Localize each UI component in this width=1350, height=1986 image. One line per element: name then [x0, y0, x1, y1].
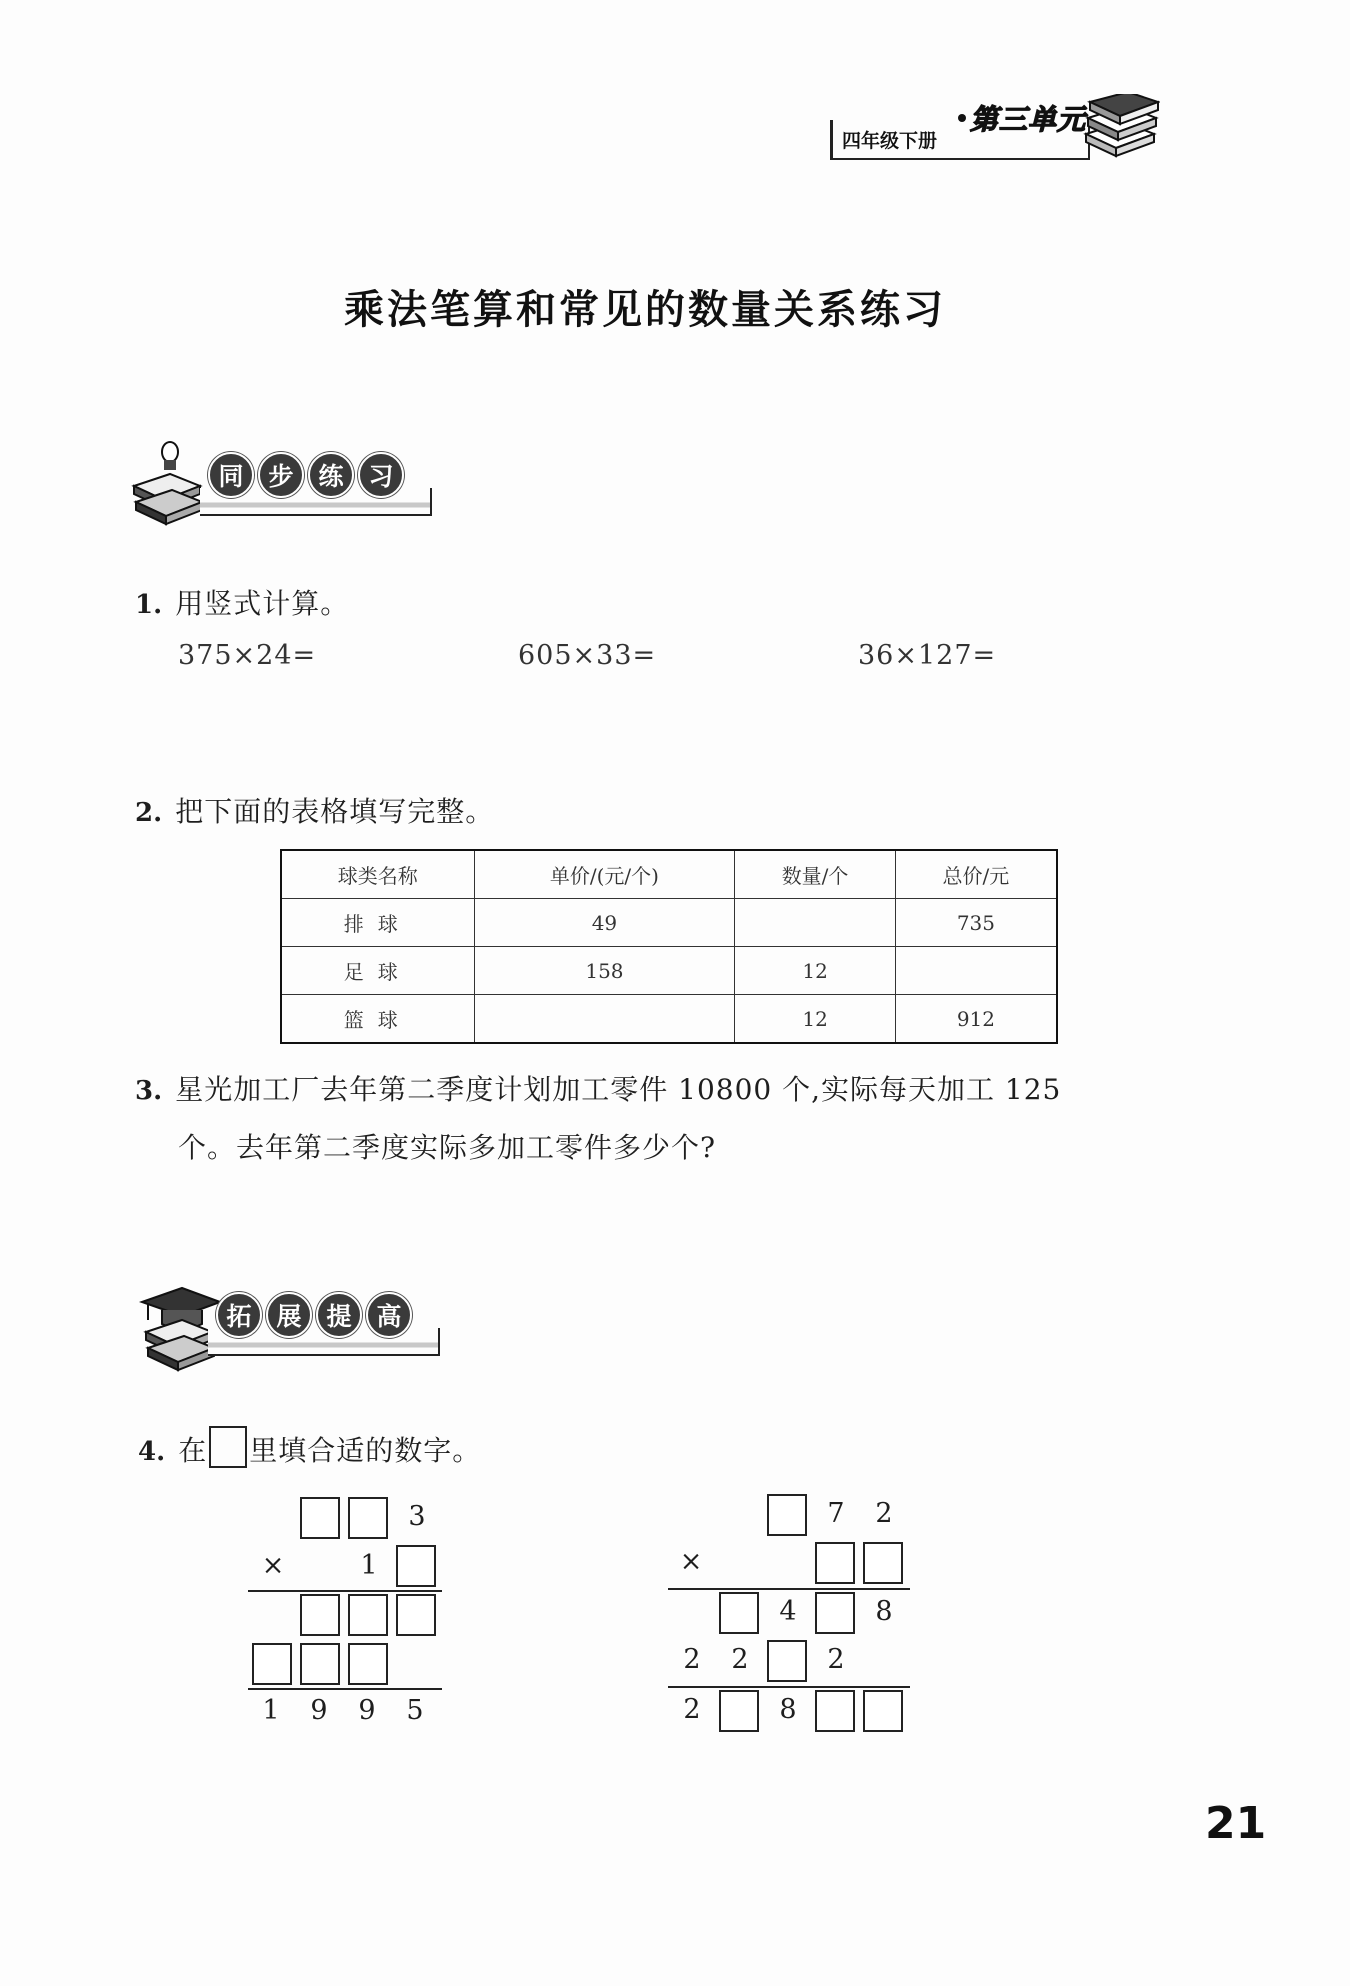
digit-blank[interactable] — [396, 1545, 436, 1587]
digit-blank[interactable] — [815, 1542, 855, 1584]
books-icon — [1080, 94, 1160, 160]
banner-char: 练 — [308, 452, 354, 498]
question-text-line2: 个。去年第二季度实际多加工零件多少个? — [178, 1131, 717, 1164]
banner-char: 拓 — [216, 1292, 262, 1338]
table-cell: 篮球 — [281, 995, 474, 1044]
table-cell: 735 — [895, 899, 1057, 947]
digit: 2 — [827, 1644, 845, 1675]
expression-2: 605×33= — [518, 640, 657, 671]
question-number: 1. — [135, 590, 163, 620]
digit-blank[interactable] — [815, 1592, 855, 1634]
digit: 5 — [406, 1695, 424, 1726]
digit: 8 — [875, 1596, 893, 1627]
digit: 2 — [683, 1644, 701, 1675]
table-cell: 排球 — [281, 899, 474, 947]
question-3 — [135, 1068, 1061, 1108]
question-number: 4. — [138, 1437, 166, 1467]
digit: 8 — [779, 1694, 797, 1725]
question-2 — [135, 790, 494, 830]
digit-blank[interactable] — [348, 1497, 388, 1539]
section-banner-sync — [130, 440, 430, 530]
question-1 — [135, 582, 349, 622]
page-number: 21 — [1205, 1798, 1267, 1849]
banner-char: 同 — [208, 452, 254, 498]
times-sign: × — [679, 1546, 703, 1577]
table-cell: 158 — [474, 947, 735, 995]
question-number: 2. — [135, 798, 163, 828]
digit: 2 — [731, 1644, 749, 1675]
digit-blank[interactable] — [863, 1690, 903, 1732]
digit-blank[interactable] — [815, 1690, 855, 1732]
table-row — [281, 899, 1057, 947]
table-cell: 12 — [735, 995, 895, 1044]
unit-label: 第三单元 — [970, 103, 1087, 136]
digit: 4 — [779, 1596, 797, 1627]
banner-char: 展 — [266, 1292, 312, 1338]
digit-blank[interactable] — [300, 1594, 340, 1636]
table-cell: 912 — [895, 995, 1057, 1044]
table-cell-blank[interactable] — [474, 995, 735, 1044]
digit: 1 — [262, 1695, 280, 1726]
digit-blank[interactable] — [396, 1594, 436, 1636]
table-row — [281, 995, 1057, 1044]
lamp-books-icon — [130, 440, 210, 528]
digit: 2 — [875, 1498, 893, 1529]
table-cell-blank[interactable] — [735, 899, 895, 947]
digit-blank[interactable] — [252, 1643, 292, 1685]
digit: 9 — [358, 1695, 376, 1726]
section-banner-extend — [138, 1280, 438, 1370]
banner-label — [216, 1292, 412, 1338]
graduation-cap-books-icon — [138, 1280, 222, 1372]
digit-blank[interactable] — [300, 1643, 340, 1685]
table-header: 单价/(元/个) — [474, 850, 735, 899]
unit-header — [830, 98, 1160, 168]
table-cell: 足球 — [281, 947, 474, 995]
blank-box-sample — [209, 1426, 247, 1468]
question-text-post: 里填合适的数字。 — [249, 1434, 482, 1467]
banner-char: 步 — [258, 452, 304, 498]
table-header: 总价/元 — [895, 850, 1057, 899]
question-text: 把下面的表格填写完整。 — [175, 795, 495, 828]
banner-label — [208, 452, 404, 498]
rule-line — [668, 1588, 910, 1590]
digit-blank[interactable] — [719, 1592, 759, 1634]
table-cell-blank[interactable] — [895, 947, 1057, 995]
question-4 — [138, 1426, 481, 1469]
digit-blank[interactable] — [767, 1494, 807, 1536]
question-text: 用竖式计算。 — [175, 587, 350, 620]
digit-blank[interactable] — [348, 1594, 388, 1636]
table-cell: 49 — [474, 899, 735, 947]
banner-char: 习 — [358, 452, 404, 498]
times-sign: × — [261, 1550, 285, 1581]
digit-blank[interactable] — [863, 1542, 903, 1584]
question-number: 3. — [135, 1076, 163, 1106]
digit-blank[interactable] — [719, 1690, 759, 1732]
expression-1: 375×24= — [178, 640, 317, 671]
banner-char: 高 — [366, 1292, 412, 1338]
question-text-pre: 在 — [178, 1434, 208, 1467]
rule-line — [248, 1590, 442, 1592]
digit-blank[interactable] — [300, 1497, 340, 1539]
table-cell: 12 — [735, 947, 895, 995]
digit: 9 — [310, 1695, 328, 1726]
digit: 1 — [360, 1550, 378, 1581]
table-header: 球类名称 — [281, 850, 474, 899]
grade-label: 四年级下册 — [842, 130, 938, 152]
table-row — [281, 947, 1057, 995]
digit: 2 — [683, 1694, 701, 1725]
table-header-row — [281, 850, 1057, 899]
page-title: 乘法笔算和常见的数量关系练习 — [344, 286, 946, 333]
digit: 3 — [408, 1501, 426, 1532]
rule-line — [248, 1688, 442, 1690]
unit-dot — [958, 114, 966, 122]
expression-3: 36×127= — [858, 640, 997, 671]
ball-price-table — [280, 849, 1058, 1044]
banner-char: 提 — [316, 1292, 362, 1338]
question-text-line1: 星光加工厂去年第二季度计划加工零件 10800 个,实际每天加工 125 — [175, 1073, 1062, 1106]
rule-line — [668, 1686, 910, 1688]
digit-blank[interactable] — [348, 1643, 388, 1685]
digit: 7 — [827, 1498, 845, 1529]
table-header: 数量/个 — [735, 850, 895, 899]
digit-blank[interactable] — [767, 1640, 807, 1682]
